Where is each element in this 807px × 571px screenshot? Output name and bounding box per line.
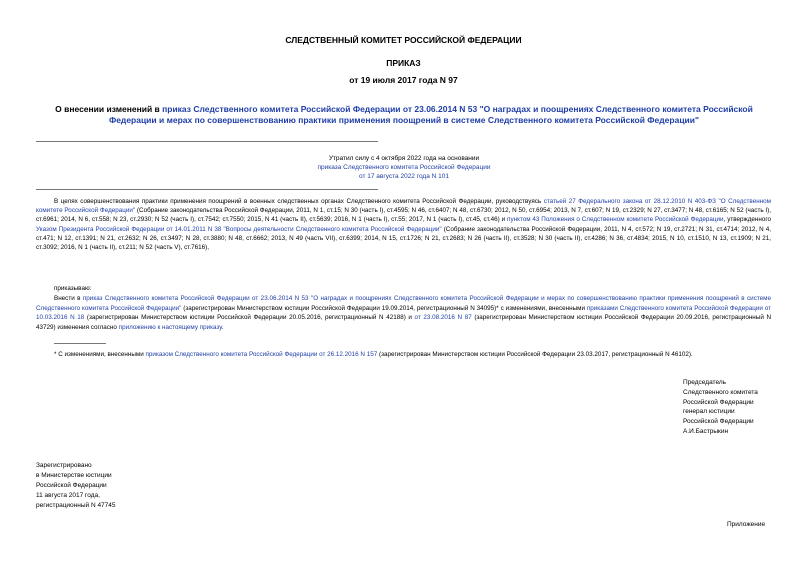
status-note-link-2[interactable]: от 17 августа 2022 года N 101 [358,173,449,180]
title-prefix: О внесении изменений в [55,104,163,114]
signature-line-3: Российской Федерации [683,398,754,406]
order-text-4: (зарегистрирован Министерством юстиции Российской Федерации 20.09.2016, регистрационный N 43729) изменения согласно [36,314,771,331]
footnote [36,350,771,360]
registration-block [36,461,116,511]
order-amended-link[interactable]: приказ Следственного комитета Российской Федерации от 23.06.2014 N 53 "О наградах и поощрениях Следственного комитета Российской Федерации и мерах по совершенствованию практики применения поощрений в системе Следственного комитета Российской Федерации" [36,295,771,312]
status-note-line1: Утратил силу с 4 октября 2022 года на основании [328,155,480,162]
preamble-text-2: (Собрание законодательства Российской Федерации, 2011, N 1, ст.15; N 30 (часть I), ст.4595; N 46, ст.6407; N 48, ст.6730; 2012, N 50, ст.6954; 2013, N 7, ст.607; N 19, ст.2329; N 27, ст.3477; N 48, ст.6165; N 52 (часть I), ст.6961; 2014, N 6, ст.558; N 23, ст.2930; N 52 (часть I), ст.7542; ст.7550; 2015, N 41 (часть II), ст.5639; 2016, N 1 (часть I), ст.55; 2017, N 1 (часть I), ст.45, ст.46) и [36,207,771,224]
footnote-divider [54,343,106,344]
preamble-decree-link[interactable]: Указом Президента Российской Федерации от 14.01.2011 N 38 "Вопросы деятельности Следственного комитета Российской Федерации" [36,225,442,233]
appendix-link[interactable]: приложению к настоящему приказу [118,323,222,331]
order-text-3: (зарегистрирован Министерством юстиции Российской Федерации 20.05.2016, регистрационный N 42188) и [84,314,415,321]
signature-line-1: Председатель [683,379,727,386]
registration-date: 11 августа 2017 года, [36,492,100,499]
signature-line-2: Следственного комитета [683,388,758,396]
footnote-text-1: * С изменениями, внесенными [54,351,146,358]
order-text-2: (зарегистрирован Министерством юстиции Российской Федерации 19.09.2014, регистрационный N 34095)* с изменениями, внесенными [181,304,587,312]
order-text-1: Внести в [54,295,83,302]
divider-top [36,141,378,142]
preamble-law-link[interactable]: статьей 27 Федерального закона от 28.12.2010 N 403-ФЗ "О Следственном комитете Российской Федерации" [36,198,771,215]
signature-line-5: Российской Федерации [683,418,754,426]
divider-bottom [36,189,378,190]
doc-title [36,104,772,126]
agency-heading: СЛЕДСТВЕННЫЙ КОМИТЕТ РОССИЙСКОЙ ФЕДЕРАЦИИ [285,35,522,45]
order-paragraph [36,294,771,332]
preamble-regulation-link[interactable]: пунктом 43 Положения о Следственном комитете Российской Федерации [507,216,724,224]
footnote-order-link[interactable]: приказом Следственного комитета Российской Федерации от 26.12.2016 N 157 [145,351,378,358]
doc-date: от 19 июля 2017 года N 97 [349,75,458,85]
signature-line-4: генерал юстиции [683,408,735,416]
title-order-link[interactable]: приказ Следственного комитета Российской Федерации от 23.06.2014 N 53 "О наградах и поощрениях Следственного комитета Российской Федерации и мерах по совершенствованию практики применения поощрений в системе Следственного комитета Российской Федерации" [108,104,753,125]
appendix-label: Приложение [727,521,766,528]
preamble-text-3: , утвержденного [723,216,772,224]
status-note-link-1[interactable]: приказа Следственного комитета Российской Федерации [317,164,491,171]
order-text-5: . [221,323,224,331]
order-word: приказываю: [54,285,92,292]
preamble-text-1: В целях совершенствования практики применения поощрений в военных следственных органах Следственного комитета Российской Федерации, руководствуясь [54,198,544,205]
footnote-text-2: (зарегистрирован Министерством юстиции Российской Федерации 23.03.2017, регистрационный N 46102). [377,351,693,358]
preamble-paragraph [36,197,771,252]
order-amendment-link-2[interactable]: от 23.08.2016 N 87 [414,314,472,321]
signature-block [683,378,758,437]
registration-line-3: Российской Федерации [36,482,107,489]
status-note [36,154,772,181]
registration-line-2: в Министерстве юстиции [36,472,112,479]
registration-number: регистрационный N 47745 [36,502,116,509]
doc-type-heading: ПРИКАЗ [386,58,421,68]
registration-line-1: Зарегистрировано [36,462,92,469]
signature-name: А.И.Бастрыкин [683,427,729,435]
preamble-text-4: (Собрание законодательства Российской Федерации, 2011, N 4, ст.572; N 19, ст.2721; N 31, ст.4714; 2012, N 4, ст.471; N 12, ст.1391; N 21, ст.2632; N 26, ст.3497; N 28, ст.3880; N 48, ст.6662; 2013, N 49 (часть VII), ст.6399; 2014, N 15, ст.1726; N 21, ст.2683; N 26 (часть II), ст.3528; N 30 (часть II), ст.4286; N 36, ст.4834; 2015, N 10, ст.1510, N 13, ст.1909; N 21, ст.3092; 2016, N 1 (часть II), ст.211; N 52 (часть V), ст.7616), [36,225,772,252]
order-amendment-link-1[interactable]: приказами Следственного комитета Российской Федерации от 10.03.2016 N 18 [36,304,771,321]
